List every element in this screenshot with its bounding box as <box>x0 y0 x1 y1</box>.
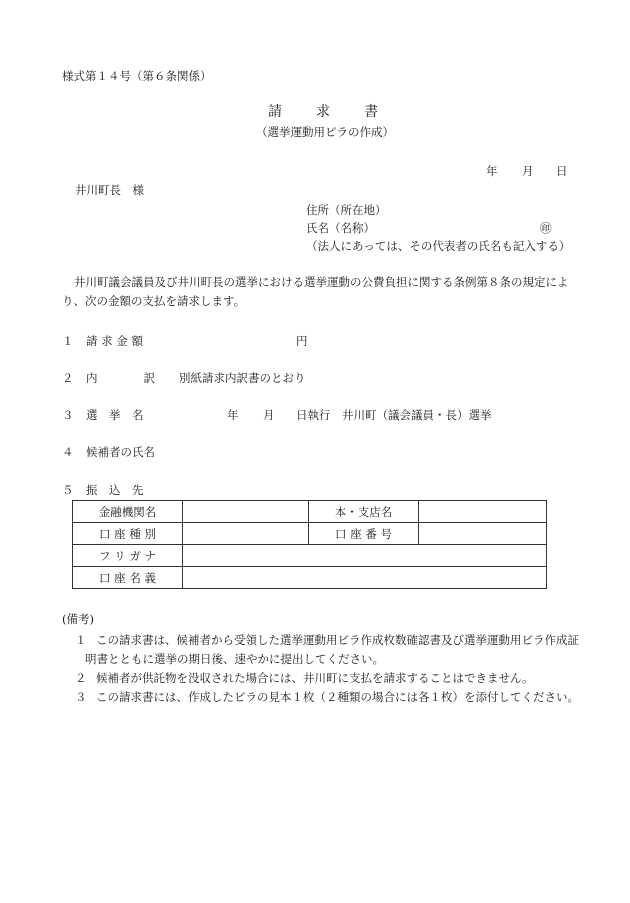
table-row <box>73 523 547 545</box>
body-text: 井川町議会議員及び井川町長の選挙における選挙運動の公費負担に関する条例第８条の規定により、次の金額の支払を請求します。 <box>62 275 569 308</box>
remark-2-number: ２ <box>75 671 87 685</box>
corporation-note: （法人にあっては、その代表者の氏名も記入する） <box>306 239 571 253</box>
bank-name-label: 金融機関名 <box>73 501 183 523</box>
item-4-label: 候補者の氏名 <box>86 445 155 459</box>
branch-name-field[interactable] <box>419 501 547 523</box>
remark-3-number: ３ <box>75 690 87 704</box>
account-holder-label: 口 座 名 義 <box>73 567 183 589</box>
item-1-number: １ <box>62 334 74 348</box>
item-5-label: 振 込 先 <box>86 483 144 497</box>
account-number-label: 口 座 番 号 <box>309 523 419 545</box>
address-label: 住所（所在地） <box>306 203 387 217</box>
table-row <box>73 501 547 523</box>
item-3-value: 日執行 井川町（議会議員・長）選挙 <box>296 408 492 422</box>
remark-1-line1: この請求書は、候補者から受領した選挙運動用ビラ作成枚数確認書及び選挙運動用ビラ作成証 <box>96 633 579 647</box>
item-2-value: 別紙請求内訳書のとおり <box>179 371 306 385</box>
account-type-label: 口 座 種 別 <box>73 523 183 545</box>
table-row <box>73 567 547 589</box>
form-title: 請 求 書 <box>268 104 380 120</box>
remark-3-line1: この請求書には、作成したビラの見本１枚（２種類の場合には各１枚）を添付してください。 <box>96 690 579 704</box>
remark-2-line1: 候補者が供託物を没収された場合には、井川町に支払を請求することはできません。 <box>96 671 534 685</box>
date-day: 日 <box>556 164 568 178</box>
account-type-field[interactable] <box>183 523 309 545</box>
item-4-number: ４ <box>62 445 74 459</box>
item-3-month: 月 <box>263 408 275 422</box>
addressee: 井川町長 様 <box>75 183 144 197</box>
bank-name-field[interactable] <box>183 501 309 523</box>
form-number: 様式第１４号（第６条関係） <box>62 69 212 83</box>
account-holder-field[interactable] <box>183 567 547 589</box>
remark-1-line2: 明書とともに選挙の期日後、速やかに提出してください。 <box>85 652 384 666</box>
item-3-label: 選 挙 名 <box>86 408 144 422</box>
date-year: 年 <box>486 164 498 178</box>
item-1-label: 請 求 金 額 <box>86 334 143 348</box>
furigana-label: フ リ ガ ナ <box>73 545 183 567</box>
remark-1-number: １ <box>75 633 87 647</box>
account-number-field[interactable] <box>419 523 547 545</box>
item-5-number: ５ <box>62 483 74 497</box>
item-3-number: ３ <box>62 408 74 422</box>
date-month: 月 <box>522 164 534 178</box>
bank-account-table <box>72 500 547 589</box>
branch-name-label: 本・支店名 <box>309 501 419 523</box>
remarks-heading: (備考) <box>62 612 94 626</box>
item-1-value: 円 <box>296 334 308 348</box>
item-2-label: 内 訳 <box>86 371 155 385</box>
seal-mark: ㊞ <box>540 221 552 235</box>
form-subtitle: （選挙運動用ビラの作成） <box>256 125 394 139</box>
item-3-year: 年 <box>227 408 239 422</box>
furigana-field[interactable] <box>183 545 547 567</box>
item-2-number: ２ <box>62 371 74 385</box>
name-label: 氏名（名称） <box>306 221 375 235</box>
table-row <box>73 545 547 567</box>
